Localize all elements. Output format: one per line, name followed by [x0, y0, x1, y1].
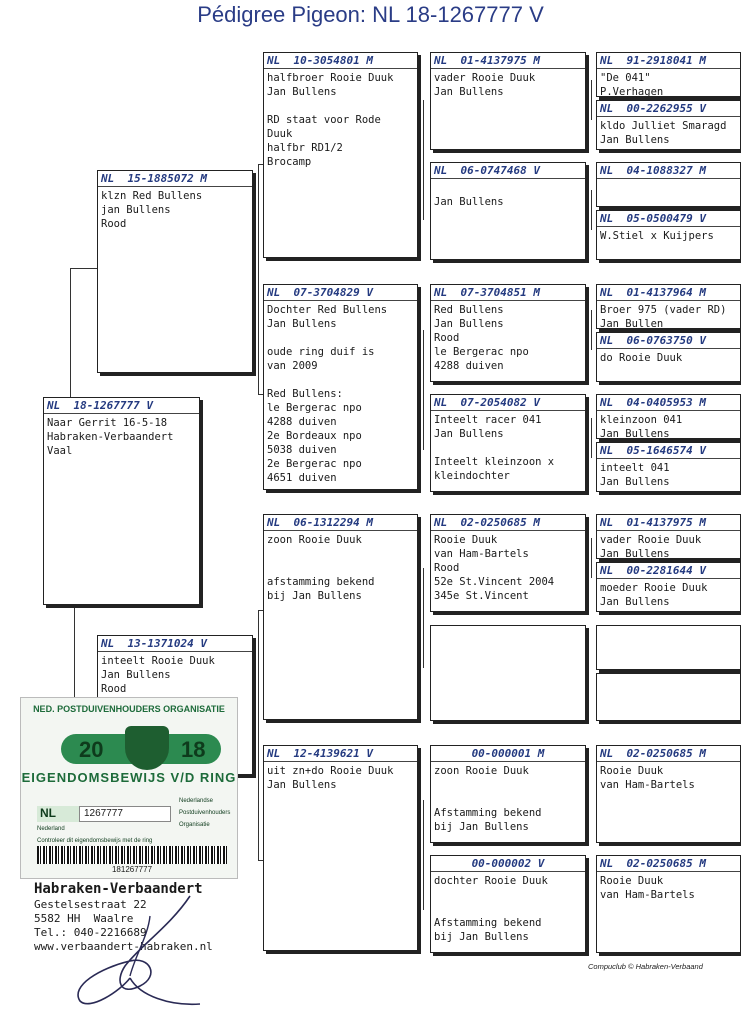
info-line: 2e Bergerac npo — [267, 458, 362, 470]
info-line: 4288 duiven — [434, 360, 504, 372]
ring-number: 00-000002 V — [431, 857, 585, 872]
info-line: Rooie Duuk — [600, 875, 664, 887]
info-line: W.Stiel x Kuijpers — [600, 230, 714, 242]
g3-card — [596, 162, 741, 207]
info-line — [434, 441, 582, 455]
info-line: oude ring duif is — [267, 346, 375, 358]
info-line: Afstamming bekend — [434, 917, 542, 929]
info-line: zoon Rooie Duuk — [267, 534, 362, 546]
certificate-heading: EIGENDOMSBEWIJS V/D RING — [21, 770, 237, 785]
ring-number: NL 07-2054082 V — [431, 396, 585, 411]
info-line: inteelt Rooie Duuk — [101, 655, 215, 667]
ring-number: NL 12-4139621 V — [264, 747, 417, 762]
barcode — [37, 846, 227, 864]
fm-card — [263, 284, 418, 490]
info-line: Jan Bullens — [101, 669, 171, 681]
page-title: Pédigree Pigeon: NL 18-1267777 V — [197, 2, 544, 27]
info-line: le Bergerac npo — [267, 402, 362, 414]
ring-number: NL 05-1646574 V — [597, 444, 740, 459]
ffm-card — [430, 162, 586, 260]
ring-number: NL 06-1312294 M — [264, 516, 417, 531]
info-line: uit zn+do Rooie Duuk — [267, 765, 394, 777]
info-line: 2e Bordeaux npo — [267, 430, 362, 442]
info-line: van Ham-Bartels — [434, 548, 529, 560]
info-line: Inteelt kleinzoon x — [434, 456, 555, 468]
connector — [591, 538, 592, 578]
info-line: Rood — [101, 218, 127, 230]
ring-number: NL 04-1088327 M — [597, 164, 740, 179]
barcode-number: 181267777 — [111, 865, 153, 874]
ring-number: NL 13-1371024 V — [98, 637, 252, 652]
fff-card — [430, 52, 586, 150]
connector — [591, 190, 592, 230]
info-line: Red Bullens — [434, 304, 504, 316]
ring-number: NL 04-0405953 M — [597, 396, 740, 411]
info-line: dochter Rooie Duuk — [434, 875, 548, 887]
connector — [591, 418, 592, 458]
g8-card — [596, 442, 741, 492]
info-line: Jan Bullens — [434, 86, 504, 98]
info-line: P.Verhagen — [600, 86, 664, 97]
fmf-card — [430, 284, 586, 382]
info-line: van Ham-Bartels — [600, 889, 695, 901]
info-line: halfbr RD1/2 — [267, 142, 343, 154]
connector — [74, 607, 97, 608]
ring-number: NL 06-0763750 V — [597, 334, 740, 349]
info-line: inteelt 041 — [600, 462, 670, 474]
ring-number: NL 06-0747468 V — [431, 164, 585, 179]
info-line: van Ham-Bartels — [600, 779, 695, 791]
ring-certificate — [20, 697, 238, 879]
info-line: Red Bullens: — [267, 388, 343, 400]
info-line: klzn Red Bullens — [101, 190, 203, 202]
info-line: Broer 975 (vader RD) — [600, 304, 727, 316]
g7-card — [596, 394, 741, 439]
info-line — [267, 331, 414, 345]
mm-card — [263, 745, 418, 951]
info-line: zoon Rooie Duuk — [434, 765, 529, 777]
info-line: Vaal — [47, 445, 73, 457]
connector — [423, 800, 424, 910]
info-line: Habraken-Verbaandert — [47, 431, 174, 443]
connector — [423, 568, 424, 668]
ring-number: NL 00-2281644 V — [597, 564, 740, 579]
info-line: bij Jan Bullens — [434, 931, 529, 943]
connector — [70, 268, 71, 403]
mff-card — [430, 514, 586, 612]
info-line: Jan Bullens — [600, 428, 670, 439]
lion-shield-icon — [125, 726, 169, 770]
g12-card — [596, 673, 741, 721]
info-line: van 2009 — [267, 360, 318, 372]
info-line: kleinzoon 041 — [600, 414, 683, 426]
info-line: 4288 duiven — [267, 416, 337, 428]
ff-card — [263, 52, 418, 258]
connector — [258, 164, 259, 394]
info-line — [267, 99, 414, 113]
info-line: vader Rooie Duuk — [434, 72, 536, 84]
ring-number: NL 01-4137964 M — [597, 286, 740, 301]
ring-number: NL 10-3054801 M — [264, 54, 417, 69]
year-right: 18 — [181, 737, 206, 762]
ring-number: NL 02-0250685 M — [431, 516, 585, 531]
connector — [591, 80, 592, 120]
mf-card — [263, 514, 418, 720]
ring-number: NL 07-3704829 V — [264, 286, 417, 301]
connector — [70, 268, 97, 269]
connector — [74, 607, 75, 699]
info-line: Jan Bullens — [267, 86, 337, 98]
ring-number: NL 02-0250685 M — [597, 857, 740, 872]
info-line: Afstamming bekend — [434, 807, 542, 819]
g4-card — [596, 210, 741, 260]
g5-card — [596, 284, 741, 329]
info-line: kleindochter — [434, 470, 510, 482]
info-line: Brocamp — [267, 156, 312, 168]
ring-number: NL 01-4137975 M — [431, 54, 585, 69]
footer-credit: Compuclub © Habraken-Verbaand — [588, 962, 703, 971]
info-line: le Bergerac npo — [434, 346, 529, 358]
ring-number: NL 05-0500479 V — [597, 212, 740, 227]
country-label: Nederland — [37, 826, 65, 832]
address-line: 5582 HH Waalre — [34, 912, 134, 925]
year-left: 20 — [79, 737, 104, 762]
mmm-card — [430, 855, 586, 953]
address-line: Gestelsestraat 22 — [34, 898, 147, 911]
info-line — [434, 902, 582, 916]
info-line: Rood — [434, 332, 460, 344]
address-line: www.verbaandert-habraken.nl — [34, 940, 213, 953]
info-line: Rood — [101, 683, 127, 695]
connector — [423, 100, 424, 220]
side-label: Postduivenhouders — [179, 810, 231, 816]
info-line: halfbroer Rooie Duuk — [267, 72, 394, 84]
info-line: Jan Bullens — [267, 318, 337, 330]
mfm-card — [430, 625, 586, 721]
info-line — [434, 778, 582, 792]
info-line: Jan Bullens — [434, 318, 504, 330]
ring-number: NL 02-0250685 M — [597, 747, 740, 762]
info-line: do Rooie Duuk — [600, 352, 683, 364]
side-label: Organisatie — [179, 822, 210, 828]
g1-card — [596, 52, 741, 97]
control-note: Controleer dit eigendomsbewijs met de ring — [37, 838, 153, 844]
ring-number: NL 00-2262955 V — [597, 102, 740, 117]
ring-number: NL 07-3704851 M — [431, 286, 585, 301]
info-line: moeder Rooie Duuk — [600, 582, 708, 594]
father-card — [97, 170, 253, 373]
info-line: 5038 duiven — [267, 444, 337, 456]
info-line: Jan Bullens — [434, 428, 504, 440]
org-name: NED. POSTDUIVENHOUDERS ORGANISATIE — [33, 704, 225, 714]
info-line: Naar Gerrit 16-5-18 — [47, 417, 168, 429]
info-line: Jan Bullens — [434, 196, 504, 208]
info-line — [267, 561, 414, 575]
info-line: Jan Bullens — [600, 548, 670, 559]
info-line: jan Bullens — [101, 204, 171, 216]
info-line: Rooie Duuk — [434, 534, 498, 546]
g6-card — [596, 332, 741, 382]
info-line: bij Jan Bullens — [267, 590, 362, 602]
country-code: NL — [37, 806, 80, 822]
info-line: 345e St.Vincent — [434, 590, 529, 602]
pigeon-card — [43, 397, 200, 605]
breeder-name: Habraken-Verbaandert — [34, 881, 203, 897]
info-line: 4651 duiven — [267, 472, 337, 484]
info-line: Jan Bullens — [600, 134, 670, 146]
g15-card — [596, 855, 741, 953]
ring-number: 00-000001 M — [431, 747, 585, 762]
info-line: Inteelt racer 041 — [434, 414, 542, 426]
g13-card — [596, 745, 741, 843]
signature — [30, 886, 260, 1016]
ring-number: NL 18-1267777 V — [44, 399, 199, 414]
fmm-card — [430, 394, 586, 492]
ring-number: NL 01-4137975 M — [597, 516, 740, 531]
info-line — [434, 888, 582, 902]
ring-number: NL 15-1885072 M — [98, 172, 252, 187]
info-line: Jan Bullens — [600, 596, 670, 608]
address-line: Tel.: 040-2216689 — [34, 926, 147, 939]
info-line: "De 041" — [600, 72, 651, 84]
side-label: Nederlandse — [179, 798, 214, 804]
info-line: Duuk — [267, 128, 293, 140]
info-line: afstamming bekend — [267, 576, 375, 588]
info-line: Rood — [434, 562, 460, 574]
info-line — [267, 547, 414, 561]
info-line: bij Jan Bullens — [434, 821, 529, 833]
g9-card — [596, 514, 741, 559]
connector — [258, 610, 259, 860]
info-line: Rooie Duuk — [600, 765, 664, 777]
info-line: RD staat voor Rode — [267, 114, 381, 126]
info-line — [267, 373, 414, 387]
ring-number-field: 1267777 — [79, 806, 171, 822]
info-line: kldo Julliet Smaragd — [600, 120, 727, 132]
connector — [423, 330, 424, 450]
info-line — [434, 181, 582, 195]
g2-card — [596, 100, 741, 150]
info-line: 52e St.Vincent 2004 — [434, 576, 555, 588]
g11-card — [596, 625, 741, 670]
ring-number: NL 91-2918041 M — [597, 54, 740, 69]
g10-card — [596, 562, 741, 612]
info-line: vader Rooie Duuk — [600, 534, 702, 546]
info-line — [434, 792, 582, 806]
info-line: Jan Bullens — [267, 779, 337, 791]
info-line: Jan Bullen — [600, 318, 664, 329]
info-line: Dochter Red Bullens — [267, 304, 388, 316]
mmf-card — [430, 745, 586, 843]
info-line: Jan Bullens — [600, 476, 670, 488]
connector — [591, 310, 592, 350]
